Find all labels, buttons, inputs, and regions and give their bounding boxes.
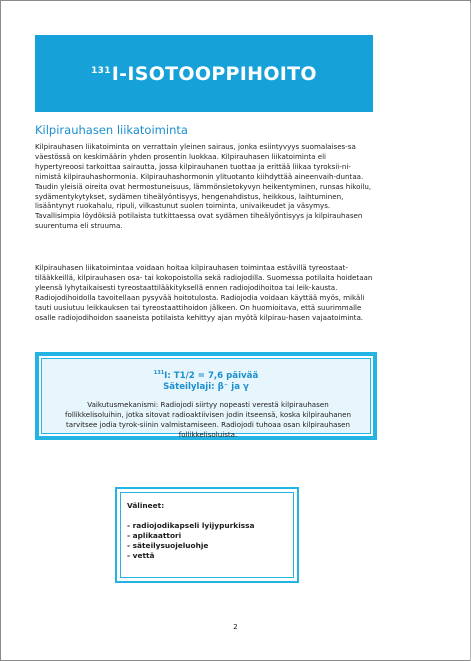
tools-item: - säteilysuojeluohje	[127, 541, 209, 550]
paragraph-2: Kilpirauhasen liikatoimintaa voidaan hoitaa kilpirauhasen toimintaa estävillä tyreostaat-tilääkkeillä, kilpirauhasen osa- tai kokopoistolla sekä radiojodilla. Suomessa potilaita hoidetaan yleensä lyhytaikaisesti tyreostaattilääkityksellä ennen radiojodihoitoa tai leik-kausta. Radiojodihoidolla tavoitellaan pysyvää hoitotulosta. Radiojodia voidaan käyttää myös, mikäli tauti uusiutuu leikkauksen tai tyreostaattihoidon jälkeen. On huomioitava, että suurimmalle osalle radiojodihoidon saaneista potilaista kehittyy ajan myötä kilpirau-hasen vajaatoiminta.	[35, 263, 373, 322]
section-heading: Kilpirauhasen liikatoiminta	[35, 123, 188, 137]
mechanism-text: Vaikutusmekanismi: Radiojodi siirtyy nopeasti verestä kilpirauhasen follikkelisoluihin, jotka sitovat radioaktiivisen jodin itseensä, koska kilpirauhanen tarvitsee jodia tyrok-siinin valmistamiseen. Radiojodi tuhoaa osan kilpirauhasen follikkelisoluista.	[65, 400, 351, 439]
radiation-type-line: Säteilylaji: β⁻ ja γ	[163, 382, 249, 392]
page-title	[91, 63, 317, 85]
page-number: 2	[233, 623, 238, 631]
half-life-isotope-number: 131	[153, 370, 165, 376]
tools-box-inner	[120, 492, 294, 578]
tools-item: - aplikaattori	[127, 531, 182, 540]
tools-title: Välineet:	[127, 501, 165, 510]
tools-list	[127, 521, 255, 561]
tools-box	[115, 487, 299, 583]
tools-item: - vettä	[127, 551, 155, 560]
paragraph-1: Kilpirauhasen liikatoiminta on verrattain yleinen sairaus, jonka esiintyvyys suomalaises-sa väestössä on keskimäärin yhden prosentin luokkaa. Kilpirauhasen liikatoiminta eli hypertyreoosi tarkoittaa sairautta, jossa kilpirauhanen tuottaa ja erittää liikaa tyroksii-ni-nimistä kilpirauhashormonia. Kilpirauhashormonin ylituotanto kiihdyttää aineenvaih-duntaa. Taudin yleisiä oireita ovat hermostuneisuus, lämmönsietokyvyn heikentyminen, runsas hikoilu, sydämentykytykset, sydämen tiheälyöntisyys, hengenahdistus, heikkous, laihtuminen, lisääntynyt ruokahalu, ripuli, vilkastunut suolen toiminta, univaikeudet ja väsymys. Tavallisimpia löydöksiä potilaista tutkittaessa ovat sydämen tiheälyöntisyys ja kilpirauhasen suurentuma eli struuma.	[35, 142, 372, 231]
half-life-text: I: T1/2 = 7,6 päivää	[164, 371, 259, 381]
info-box-title	[42, 368, 370, 393]
info-box-inner	[41, 358, 371, 439]
title-banner	[35, 35, 373, 112]
title-text: I-ISOTOOPPIHOITO	[111, 62, 317, 85]
title-isotope-number: 131	[91, 65, 111, 76]
tools-item: - radiojodikapseli lyijypurkissa	[127, 521, 255, 530]
half-life-line	[42, 368, 370, 382]
info-box	[35, 352, 377, 440]
